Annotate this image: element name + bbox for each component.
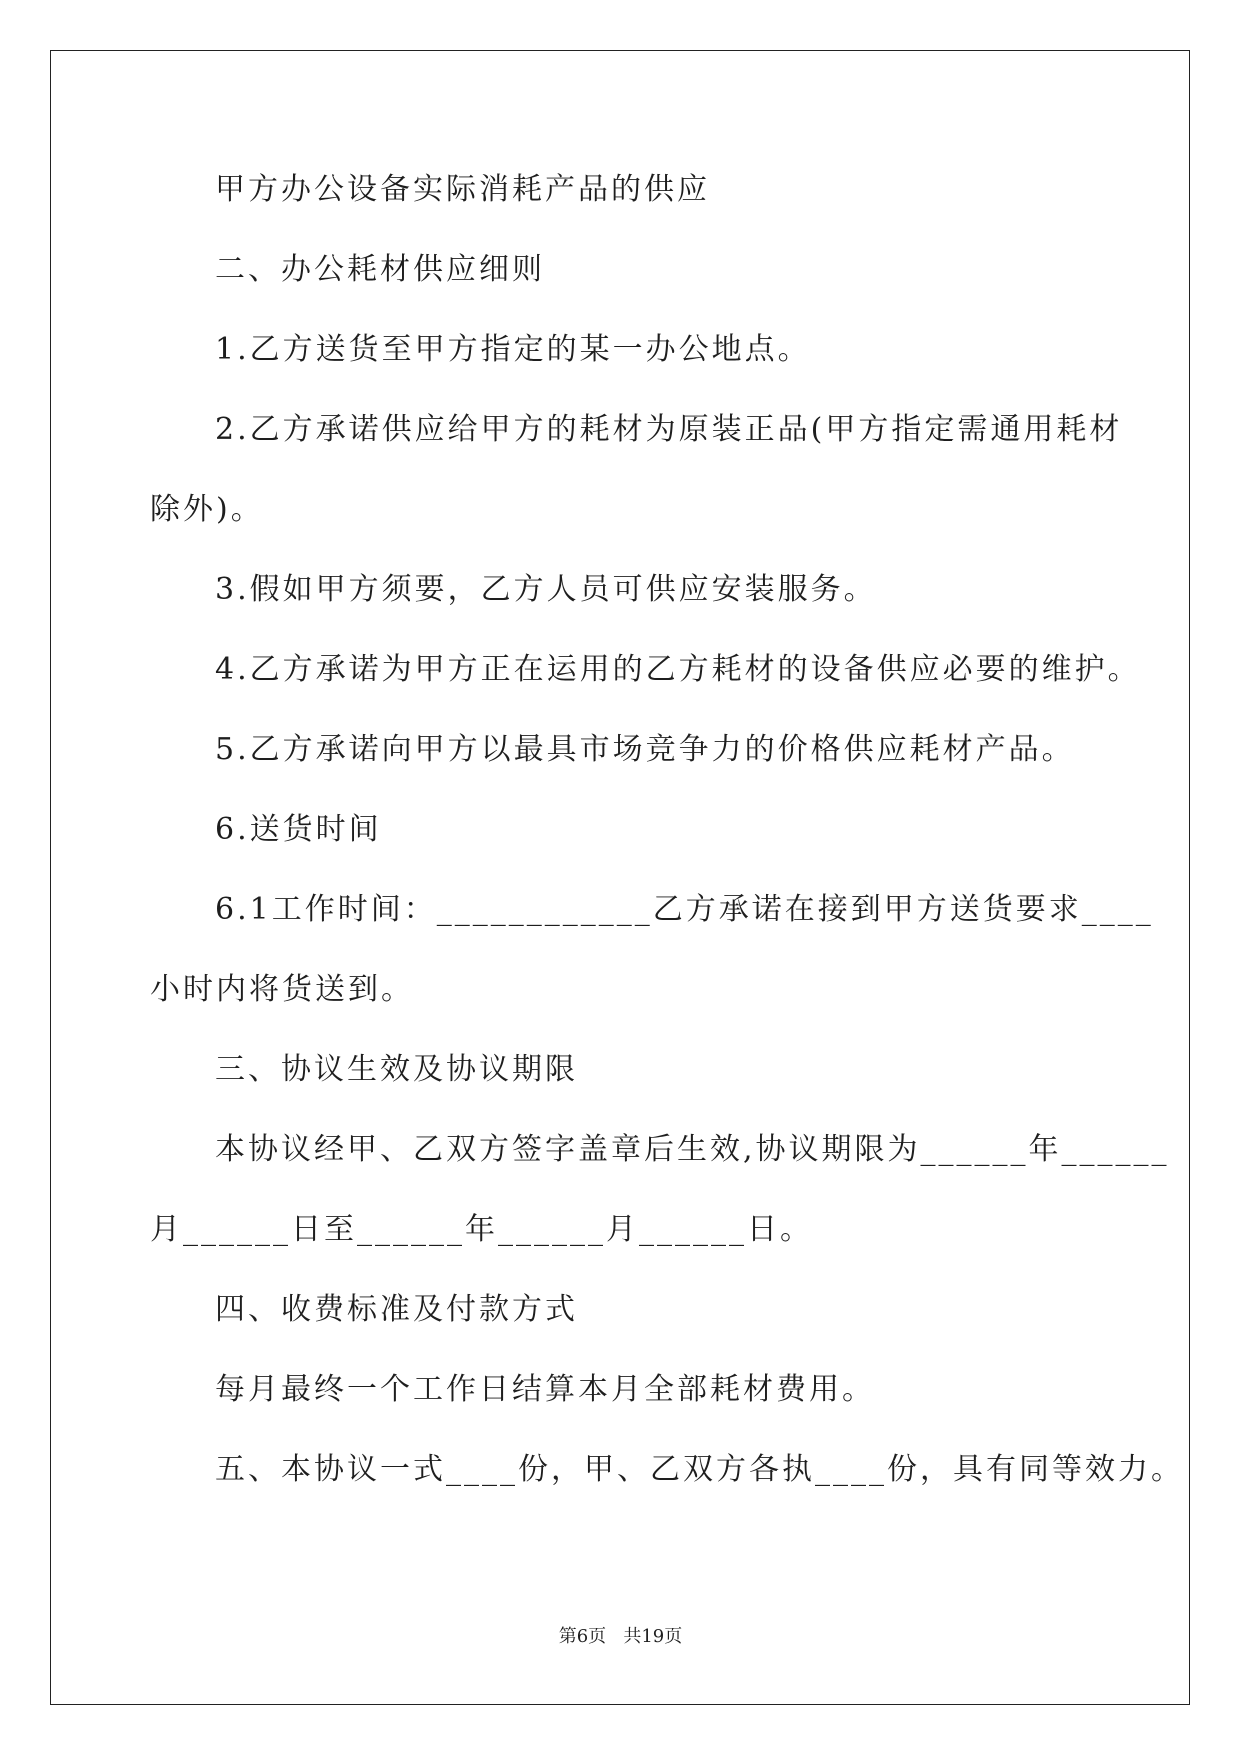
clause-6-1: 6.1工作时间：____________乙方承诺在接到甲方送货要求____	[215, 892, 1154, 927]
section-heading-3: 三、协议生效及协议期限	[215, 1052, 578, 1087]
agreement-term-continued: 月______日至______年______月______日。	[150, 1212, 813, 1247]
section-heading-2: 二、办公耗材供应细则	[215, 252, 545, 287]
clause-2-continued: 除外)。	[150, 492, 264, 527]
page-number-footer: 第6页 共19页	[558, 1626, 683, 1647]
clause-5: 5.乙方承诺向甲方以最具市场竞争力的价格供应耗材产品。	[215, 732, 1075, 767]
agreement-term: 本协议经甲、乙双方签字盖章后生效,协议期限为______年______	[215, 1132, 1170, 1167]
payment-terms: 每月最终一个工作日结算本月全部耗材费用。	[215, 1372, 875, 1407]
section-heading-5: 五、本协议一式____份，甲、乙双方各执____份，具有同等效力。	[215, 1452, 1184, 1487]
clause-6-1-continued: 小时内将货送到。	[150, 972, 414, 1007]
clause-2: 2.乙方承诺供应给甲方的耗材为原装正品(甲方指定需通用耗材	[215, 412, 1123, 447]
clause-6: 6.送货时间	[215, 812, 382, 847]
clause-1: 1.乙方送货至甲方指定的某一办公地点。	[215, 332, 811, 367]
clause-3: 3.假如甲方须要，乙方人员可供应安装服务。	[215, 572, 877, 607]
paragraph-supply-scope: 甲方办公设备实际消耗产品的供应	[215, 172, 710, 207]
clause-4: 4.乙方承诺为甲方正在运用的乙方耗材的设备供应必要的维护。	[215, 652, 1141, 687]
section-heading-4: 四、收费标准及付款方式	[215, 1292, 578, 1327]
